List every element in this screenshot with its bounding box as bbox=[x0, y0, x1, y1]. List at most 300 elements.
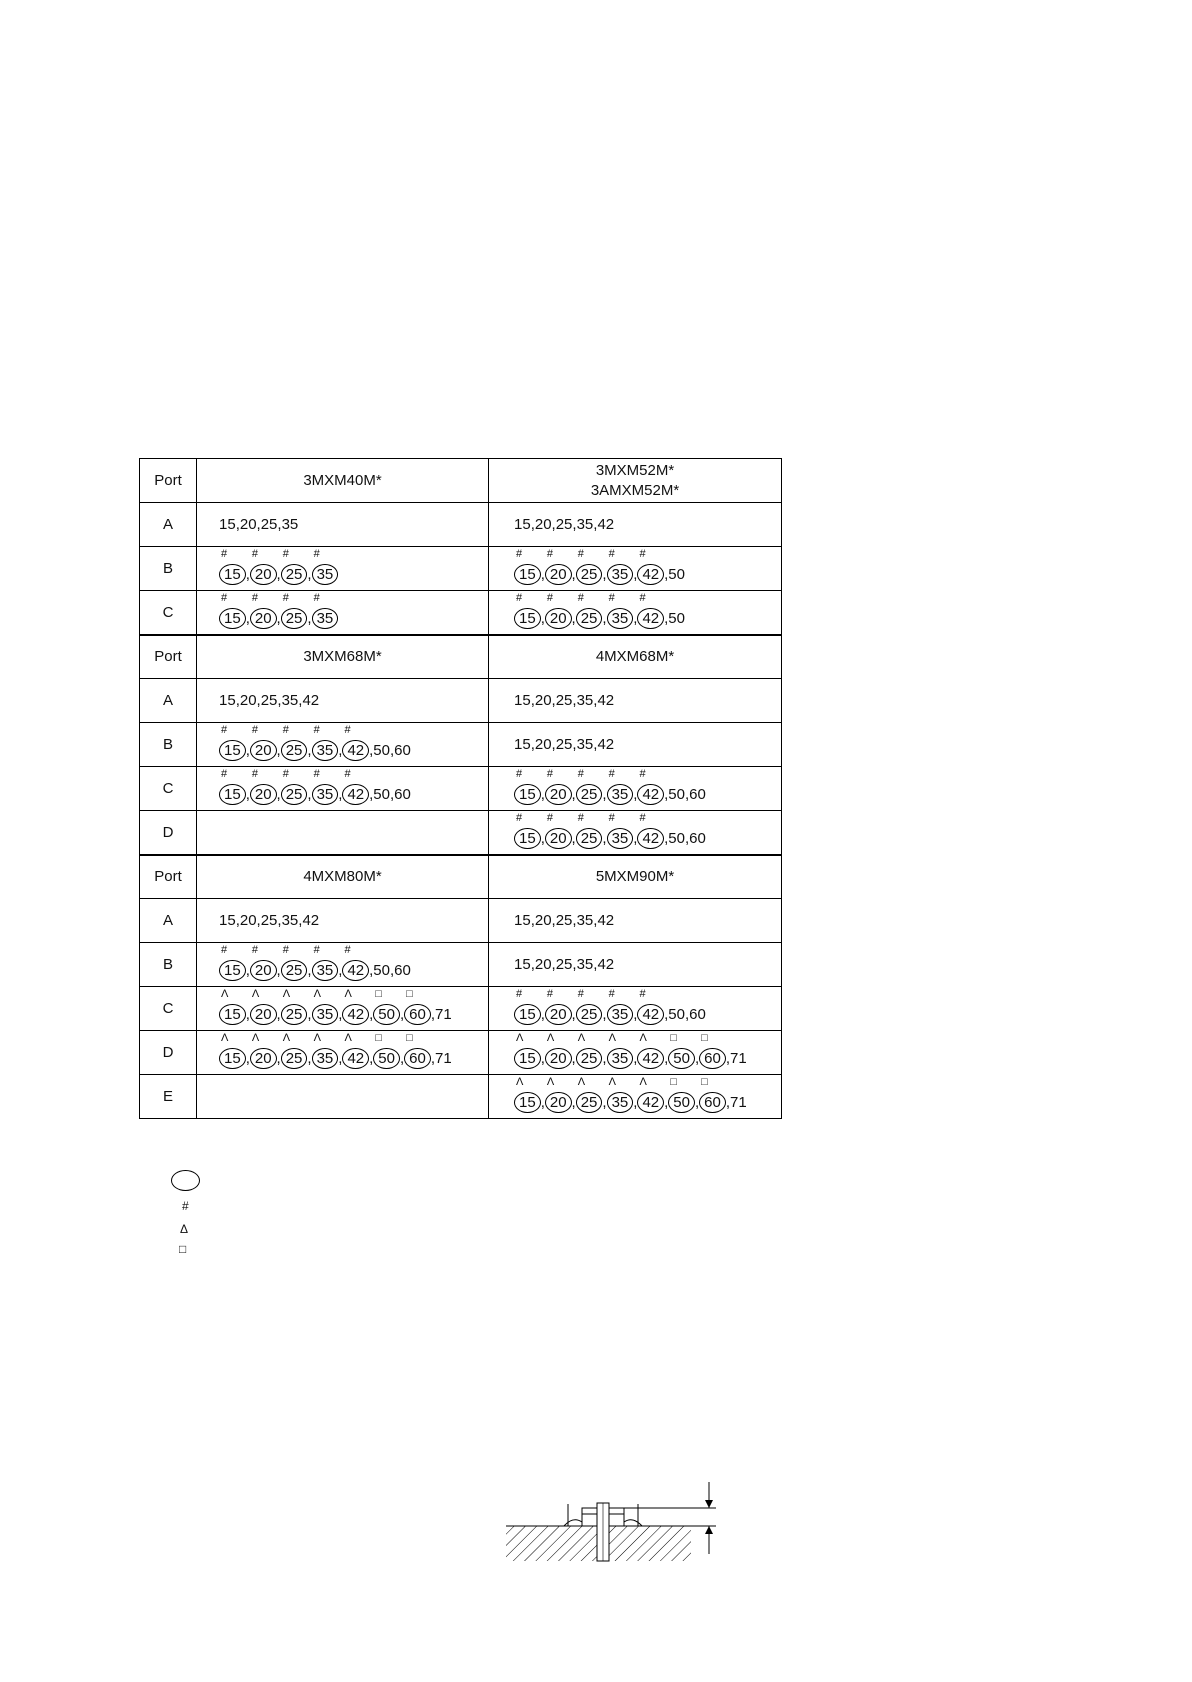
list-separator: , bbox=[276, 609, 281, 627]
capacity-number: 25 bbox=[281, 740, 308, 761]
capacity-number: 25 bbox=[576, 1048, 603, 1069]
square-marker: □ bbox=[670, 1032, 677, 1044]
circled-capacity bbox=[219, 1032, 246, 1069]
capacity-value bbox=[556, 955, 573, 974]
hash-marker: # bbox=[608, 988, 615, 1000]
hash-marker: # bbox=[221, 768, 228, 780]
capacity-number: 15 bbox=[514, 608, 541, 629]
list-separator: , bbox=[540, 566, 545, 583]
capacity-number: 50 bbox=[668, 609, 685, 627]
hash-marker: # bbox=[221, 548, 228, 560]
circled-capacity bbox=[607, 768, 634, 805]
capacity-list bbox=[514, 691, 781, 710]
list-separator: , bbox=[245, 742, 250, 759]
list-separator: , bbox=[277, 692, 282, 709]
port-label-cell: E bbox=[140, 1075, 197, 1119]
list-separator: , bbox=[307, 1050, 312, 1067]
port-label-cell: C bbox=[140, 767, 197, 811]
circled-capacity bbox=[637, 1032, 664, 1069]
circled-capacity bbox=[545, 548, 572, 585]
capacity-number: 42 bbox=[637, 608, 664, 629]
capacity-number: 42 bbox=[342, 1048, 369, 1069]
list-separator: , bbox=[307, 1006, 312, 1023]
list-separator: , bbox=[664, 1094, 669, 1111]
capacity-value bbox=[668, 1005, 685, 1024]
indoor-unit-capacity-cell bbox=[489, 503, 782, 547]
capacity-number: 20 bbox=[534, 736, 552, 753]
capacity-number: 20 bbox=[250, 784, 277, 805]
capacity-value bbox=[668, 785, 685, 804]
hash-marker: # bbox=[546, 768, 553, 780]
capacity-number: 15 bbox=[219, 1004, 246, 1025]
capacity-value bbox=[514, 515, 531, 534]
capacity-list bbox=[219, 911, 488, 930]
list-separator: , bbox=[369, 1006, 374, 1023]
capacity-number: 71 bbox=[730, 1094, 747, 1111]
capacity-number: 25 bbox=[281, 960, 308, 981]
square-marker: □ bbox=[406, 1032, 413, 1044]
capacity-value bbox=[689, 1005, 706, 1024]
capacity-value bbox=[535, 955, 552, 974]
list-separator: , bbox=[602, 1050, 607, 1067]
hash-marker: # bbox=[313, 944, 320, 956]
capacity-list bbox=[514, 591, 781, 629]
capacity-list bbox=[514, 735, 781, 754]
hash-marker: # bbox=[344, 724, 351, 736]
capacity-value bbox=[597, 691, 614, 710]
capacity-list bbox=[514, 515, 781, 534]
capacity-number: 42 bbox=[637, 564, 664, 585]
capacity-number: 15 bbox=[514, 1092, 541, 1113]
list-separator: , bbox=[530, 912, 535, 929]
delta-marker: Λ bbox=[251, 988, 260, 1000]
capacity-number: 35 bbox=[312, 960, 339, 981]
list-separator: , bbox=[276, 1050, 281, 1067]
capacity-number: 35 bbox=[607, 564, 634, 585]
capacity-list bbox=[219, 691, 488, 710]
capacity-number: 15 bbox=[514, 1048, 541, 1069]
hash-marker: # bbox=[516, 811, 523, 824]
capacity-number: 15 bbox=[219, 692, 236, 709]
capacity-number: 42 bbox=[302, 692, 320, 709]
model-header-row bbox=[140, 459, 782, 503]
port-compatibility-table bbox=[139, 458, 782, 1119]
list-separator: , bbox=[298, 912, 303, 929]
capacity-number: 35 bbox=[281, 516, 299, 533]
capacity-value bbox=[514, 911, 531, 930]
hash-marker: # bbox=[251, 548, 258, 560]
capacity-number: 71 bbox=[435, 1050, 452, 1067]
list-separator: , bbox=[602, 1006, 607, 1023]
capacity-value bbox=[668, 829, 685, 848]
capacity-number: 25 bbox=[555, 736, 573, 753]
list-separator: , bbox=[571, 1050, 576, 1067]
capacity-number: 20 bbox=[534, 692, 552, 709]
capacity-number: 25 bbox=[555, 516, 573, 533]
table-row bbox=[140, 767, 782, 811]
capacity-number: 20 bbox=[545, 784, 572, 805]
hash-marker: # bbox=[516, 591, 523, 604]
circled-capacity bbox=[250, 591, 277, 629]
capacity-value bbox=[597, 911, 614, 930]
indoor-unit-capacity-cell bbox=[489, 1031, 782, 1075]
circled-capacity bbox=[545, 1076, 572, 1113]
square-marker: □ bbox=[375, 1032, 382, 1044]
indoor-unit-capacity-cell bbox=[197, 679, 489, 723]
circled-capacity bbox=[312, 1032, 339, 1069]
capacity-number: 60 bbox=[699, 1048, 726, 1069]
circled-capacity bbox=[250, 768, 277, 805]
circled-capacity bbox=[281, 724, 308, 761]
legend-square-symbol: □ bbox=[179, 1242, 187, 1256]
hash-marker: # bbox=[608, 591, 615, 604]
capacity-number: 20 bbox=[250, 960, 277, 981]
capacity-list bbox=[219, 768, 488, 805]
list-separator: , bbox=[540, 609, 545, 627]
capacity-list bbox=[514, 811, 781, 849]
circled-capacity bbox=[250, 944, 277, 981]
list-separator: , bbox=[551, 736, 556, 753]
indoor-unit-capacity-cell bbox=[197, 1075, 489, 1119]
circled-capacity bbox=[281, 1032, 308, 1069]
indoor-unit-capacity-cell bbox=[197, 1031, 489, 1075]
table-row bbox=[140, 547, 782, 591]
indoor-unit-capacity-cell bbox=[489, 811, 782, 855]
capacity-number: 35 bbox=[576, 956, 594, 973]
capacity-number: 15 bbox=[514, 912, 531, 929]
capacity-number: 15 bbox=[514, 956, 531, 973]
circled-capacity bbox=[545, 988, 572, 1025]
list-separator: , bbox=[369, 742, 374, 759]
hash-marker: # bbox=[282, 548, 289, 560]
capacity-number: 25 bbox=[281, 1048, 308, 1069]
port-label-cell: A bbox=[140, 899, 197, 943]
table-body bbox=[140, 459, 782, 1119]
circled-capacity bbox=[312, 768, 339, 805]
circled-capacity bbox=[607, 811, 634, 849]
capacity-number: 20 bbox=[534, 912, 552, 929]
indoor-unit-capacity-cell bbox=[197, 503, 489, 547]
circled-capacity bbox=[312, 724, 339, 761]
port-header-cell: Port bbox=[140, 459, 197, 503]
circled-capacity bbox=[545, 591, 572, 629]
table-row bbox=[140, 723, 782, 767]
circled-capacity bbox=[576, 548, 603, 585]
capacity-list bbox=[514, 955, 781, 974]
list-separator: , bbox=[540, 829, 545, 847]
hash-marker: # bbox=[282, 591, 289, 604]
circled-capacity bbox=[373, 1032, 400, 1069]
circled-capacity bbox=[342, 988, 369, 1025]
circled-capacity bbox=[281, 944, 308, 981]
list-separator: , bbox=[256, 516, 261, 533]
hash-marker: # bbox=[577, 548, 584, 560]
capacity-value bbox=[240, 911, 257, 930]
circled-capacity bbox=[637, 591, 664, 629]
list-separator: , bbox=[277, 912, 282, 929]
model-name: 3AMXM52M* bbox=[590, 481, 680, 499]
capacity-number: 20 bbox=[545, 608, 572, 629]
list-separator: , bbox=[256, 912, 261, 929]
capacity-value bbox=[577, 911, 594, 930]
capacity-number: 25 bbox=[576, 828, 603, 849]
capacity-number: 20 bbox=[545, 828, 572, 849]
circled-capacity bbox=[637, 811, 664, 849]
port-label-cell: B bbox=[140, 943, 197, 987]
capacity-value bbox=[394, 961, 411, 980]
hash-marker: # bbox=[221, 591, 228, 604]
hash-marker: # bbox=[577, 988, 584, 1000]
circled-capacity bbox=[637, 1076, 664, 1113]
list-separator: , bbox=[684, 829, 690, 847]
table-row bbox=[140, 943, 782, 987]
list-separator: , bbox=[602, 609, 607, 627]
list-separator: , bbox=[572, 692, 577, 709]
list-separator: , bbox=[235, 692, 240, 709]
capacity-value bbox=[514, 955, 531, 974]
capacity-value bbox=[577, 515, 594, 534]
table-row bbox=[140, 503, 782, 547]
list-separator: , bbox=[633, 1006, 638, 1023]
list-separator: , bbox=[530, 736, 535, 753]
indoor-unit-capacity-cell bbox=[489, 723, 782, 767]
circled-capacity bbox=[219, 944, 246, 981]
circled-capacity bbox=[219, 988, 246, 1025]
list-separator: , bbox=[369, 962, 374, 979]
list-separator: , bbox=[593, 516, 598, 533]
list-separator: , bbox=[593, 692, 598, 709]
circled-capacity bbox=[514, 811, 541, 849]
hash-marker: # bbox=[577, 768, 584, 780]
hash-marker: # bbox=[608, 548, 615, 560]
list-separator: , bbox=[338, 1006, 343, 1023]
list-separator: , bbox=[276, 1006, 281, 1023]
hash-marker: # bbox=[282, 724, 289, 736]
capacity-number: 25 bbox=[576, 564, 603, 585]
capacity-value bbox=[240, 691, 257, 710]
capacity-number: 25 bbox=[281, 608, 308, 629]
capacity-number: 15 bbox=[219, 608, 246, 629]
delta-marker: Λ bbox=[546, 1032, 555, 1044]
list-separator: , bbox=[245, 962, 250, 979]
capacity-number: 20 bbox=[250, 564, 277, 585]
square-marker: □ bbox=[406, 988, 413, 1000]
capacity-value bbox=[261, 691, 278, 710]
port-label-cell: D bbox=[140, 1031, 197, 1075]
model-name: 3MXM52M* bbox=[595, 461, 675, 479]
circled-capacity bbox=[312, 591, 339, 629]
circled-capacity bbox=[312, 944, 339, 981]
capacity-number: 15 bbox=[514, 516, 531, 533]
capacity-value bbox=[302, 691, 319, 710]
capacity-value bbox=[394, 785, 411, 804]
capacity-value bbox=[373, 785, 390, 804]
list-separator: , bbox=[694, 1050, 700, 1067]
capacity-number: 42 bbox=[597, 956, 615, 973]
list-separator: , bbox=[571, 1094, 576, 1111]
circled-capacity bbox=[342, 1032, 369, 1069]
capacity-number: 25 bbox=[576, 784, 603, 805]
port-label-cell: C bbox=[140, 591, 197, 635]
capacity-number: 35 bbox=[607, 828, 634, 849]
list-separator: , bbox=[633, 609, 638, 627]
capacity-number: 50 bbox=[373, 1048, 400, 1069]
capacity-number: 50 bbox=[668, 1092, 695, 1113]
port-label-cell: A bbox=[140, 679, 197, 723]
list-separator: , bbox=[307, 609, 312, 627]
hash-marker: # bbox=[251, 768, 258, 780]
capacity-number: 60 bbox=[394, 962, 411, 979]
capacity-number: 60 bbox=[394, 742, 411, 759]
list-separator: , bbox=[369, 1050, 374, 1067]
circled-capacity bbox=[514, 548, 541, 585]
list-separator: , bbox=[571, 566, 576, 583]
list-separator: , bbox=[664, 566, 669, 583]
model-name-cell bbox=[489, 459, 782, 503]
capacity-value bbox=[668, 565, 685, 584]
capacity-number: 15 bbox=[514, 784, 541, 805]
capacity-number: 50 bbox=[668, 1048, 695, 1069]
capacity-number: 35 bbox=[312, 608, 339, 629]
hash-marker: # bbox=[313, 591, 320, 604]
capacity-value bbox=[730, 1093, 747, 1112]
list-separator: , bbox=[593, 956, 598, 973]
hash-marker: # bbox=[546, 811, 553, 824]
capacity-number: 20 bbox=[250, 608, 277, 629]
circled-capacity bbox=[545, 811, 572, 849]
capacity-number: 42 bbox=[637, 1004, 664, 1025]
capacity-number: 20 bbox=[534, 956, 552, 973]
list-separator: , bbox=[245, 1050, 250, 1067]
port-label-cell: C bbox=[140, 987, 197, 1031]
circled-capacity bbox=[312, 548, 339, 585]
legend-delta-symbol: Δ bbox=[180, 1222, 189, 1236]
list-separator: , bbox=[307, 962, 312, 979]
circled-capacity bbox=[281, 768, 308, 805]
delta-marker: Λ bbox=[313, 1032, 321, 1044]
capacity-value bbox=[597, 515, 614, 534]
capacity-number: 15 bbox=[514, 828, 541, 849]
delta-marker: Λ bbox=[251, 1032, 260, 1044]
legend-circle-symbol bbox=[171, 1170, 200, 1191]
capacity-value bbox=[535, 735, 552, 754]
delta-marker: Λ bbox=[282, 1032, 291, 1044]
hash-marker: # bbox=[577, 811, 584, 824]
list-separator: , bbox=[593, 736, 598, 753]
list-separator: , bbox=[602, 1094, 607, 1111]
capacity-number: 25 bbox=[576, 608, 603, 629]
capacity-number: 25 bbox=[555, 956, 573, 973]
capacity-value bbox=[219, 911, 236, 930]
indoor-unit-capacity-cell bbox=[489, 547, 782, 591]
capacity-number: 20 bbox=[239, 692, 257, 709]
list-separator: , bbox=[551, 692, 556, 709]
table-row bbox=[140, 811, 782, 855]
delta-marker: Λ bbox=[344, 988, 352, 1000]
capacity-number: 50 bbox=[373, 1004, 400, 1025]
model-name-cell bbox=[489, 635, 782, 679]
capacity-number: 25 bbox=[260, 692, 278, 709]
capacity-number: 60 bbox=[404, 1004, 431, 1025]
capacity-number: 25 bbox=[260, 912, 278, 929]
circled-capacity bbox=[514, 591, 541, 629]
capacity-list bbox=[514, 1032, 781, 1069]
hash-marker: # bbox=[639, 768, 646, 780]
circled-capacity bbox=[637, 768, 664, 805]
list-separator: , bbox=[540, 1050, 545, 1067]
capacity-value bbox=[240, 515, 257, 534]
hash-marker: # bbox=[639, 988, 646, 1000]
square-marker: □ bbox=[701, 1032, 708, 1044]
capacity-list bbox=[219, 1032, 488, 1069]
capacity-number: 50 bbox=[668, 786, 685, 803]
capacity-number: 35 bbox=[576, 692, 594, 709]
capacity-value bbox=[261, 911, 278, 930]
capacity-value bbox=[219, 515, 236, 534]
hash-marker: # bbox=[639, 548, 646, 560]
capacity-number: 20 bbox=[250, 740, 277, 761]
port-label-cell: B bbox=[140, 723, 197, 767]
hash-marker: # bbox=[282, 944, 289, 956]
list-separator: , bbox=[245, 1006, 250, 1023]
capacity-number: 35 bbox=[312, 564, 339, 585]
capacity-number: 20 bbox=[250, 1048, 277, 1069]
list-separator: , bbox=[602, 829, 607, 847]
model-name-cell bbox=[197, 635, 489, 679]
indoor-unit-capacity-cell bbox=[197, 987, 489, 1031]
circled-capacity bbox=[250, 548, 277, 585]
circled-capacity bbox=[281, 988, 308, 1025]
list-separator: , bbox=[245, 566, 250, 583]
capacity-value bbox=[282, 515, 299, 534]
capacity-value bbox=[373, 961, 390, 980]
list-separator: , bbox=[572, 736, 577, 753]
hash-marker: # bbox=[516, 548, 523, 560]
list-separator: , bbox=[593, 912, 598, 929]
model-name: 3MXM68M* bbox=[303, 647, 382, 665]
list-separator: , bbox=[725, 1050, 731, 1067]
hash-marker: # bbox=[639, 591, 646, 604]
list-separator: , bbox=[664, 786, 669, 803]
circled-capacity bbox=[281, 591, 308, 629]
delta-marker: Λ bbox=[546, 1076, 555, 1088]
circled-capacity bbox=[514, 768, 541, 805]
circled-capacity bbox=[576, 591, 603, 629]
capacity-value bbox=[577, 955, 594, 974]
capacity-number: 35 bbox=[576, 912, 594, 929]
model-name: 3MXM40M* bbox=[303, 471, 382, 489]
list-separator: , bbox=[399, 1050, 405, 1067]
circled-capacity bbox=[250, 724, 277, 761]
list-separator: , bbox=[235, 912, 240, 929]
circled-capacity bbox=[576, 988, 603, 1025]
circled-capacity bbox=[668, 1032, 695, 1069]
circled-capacity bbox=[668, 1076, 695, 1113]
circled-capacity bbox=[699, 1032, 726, 1069]
capacity-number: 20 bbox=[534, 516, 552, 533]
capacity-list bbox=[219, 548, 488, 585]
list-separator: , bbox=[633, 829, 638, 847]
capacity-number: 20 bbox=[545, 1092, 572, 1113]
indoor-unit-capacity-cell bbox=[197, 943, 489, 987]
delta-marker: Λ bbox=[608, 1032, 616, 1044]
capacity-number: 35 bbox=[576, 516, 594, 533]
list-separator: , bbox=[572, 956, 577, 973]
capacity-number: 15 bbox=[514, 564, 541, 585]
capacity-number: 42 bbox=[342, 740, 369, 761]
capacity-value bbox=[556, 735, 573, 754]
hash-marker: # bbox=[546, 548, 553, 560]
